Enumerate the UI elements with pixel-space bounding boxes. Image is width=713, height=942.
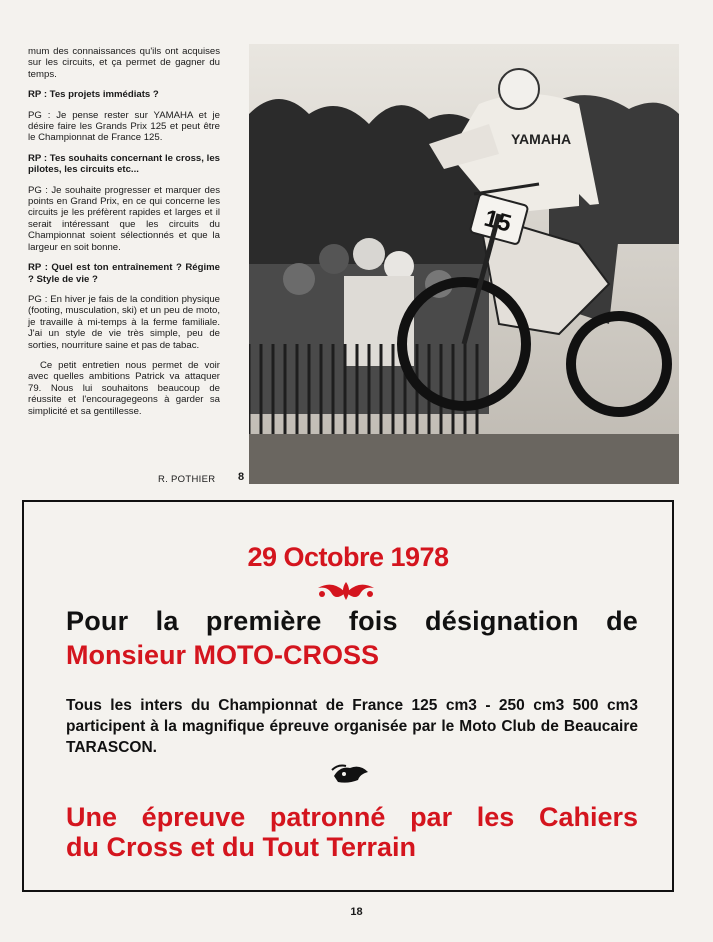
ornament-icon xyxy=(314,580,378,607)
question: RP : Tes projets immédiats ? xyxy=(28,89,159,101)
interview-paragraph: mum des connaissances qu'ils ont acquises sur les circuits, et ça permet de gagner du temps. xyxy=(28,46,220,80)
interview-column xyxy=(28,46,220,426)
announcement-body: Tous les inters du Championnat de France 125 cm3 - 250 cm3 500 cm3 participent à la magnifique épreuve organisée par le Moto Club de Beaucaire TARASCON. xyxy=(66,697,638,756)
sponsor-line2: du Cross et du Tout Terrain xyxy=(66,832,417,862)
sponsor-line1: Une épreuve patronné par les Cahiers xyxy=(66,802,638,832)
headline-line2: Monsieur MOTO-CROSS xyxy=(66,640,380,670)
jersey-brand: YAMAHA xyxy=(511,131,572,147)
headline-line1: Pour la première fois désignation de xyxy=(66,606,638,636)
sponsor-statement xyxy=(66,802,638,862)
rider-jump-image xyxy=(249,44,679,484)
question: RP : Quel est ton entraînement ? Régime ? Style de vie ? xyxy=(28,262,220,285)
answer: PG : Je pense rester sur YAMAHA et je désire faire les Grands Prix 125 et peut être le Championnat de France 125. xyxy=(28,109,220,144)
answer: PG : Je souhaite progresser et marquer des points en Grand Prix, en ce qui concerne les circuits je les préfèrent rapides et larges et il serait intéressant que les circuits du Championnat soient sélectionnés et que la largeur en soit bonne. xyxy=(28,184,220,253)
answer: PG : En hiver je fais de la condition physique (footing, musculation, ski) et un peu de moto, je travaille à mi-temps à la ferme familiale. J'ai un style de vie très simple, peu de sorties, nourriture saine et pas de tabac. xyxy=(28,293,220,351)
club-logo-icon xyxy=(330,762,370,791)
page-number: 18 xyxy=(350,906,363,918)
motocross-photo xyxy=(249,44,679,484)
question: RP : Tes souhaits concernant le cross, les pilotes, les circuits etc... xyxy=(28,152,220,176)
event-date: 29 Octobre 1978 xyxy=(247,542,449,572)
photo-number: 8 xyxy=(238,471,245,483)
closing-paragraph: Ce petit entretien nous permet de voir avec quelles ambitions Patrick va attaquer 79. Nous lui souhaitons beaucoup de réussite et l'encouragegeons à garder sa simplicité et sa gentillesse. xyxy=(28,359,220,417)
announcement-box xyxy=(22,500,674,892)
author-signature: R. POTHIER xyxy=(158,474,216,485)
